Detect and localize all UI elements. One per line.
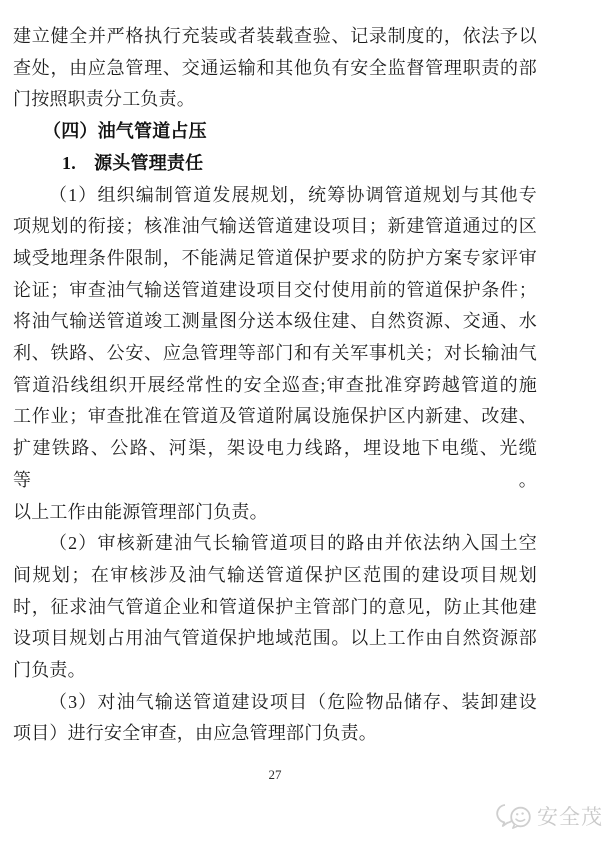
watermark bbox=[494, 802, 603, 832]
text-line: 利、铁路、公安、应急管理等部门和有关军事机关；对长输油气 bbox=[13, 343, 537, 364]
text-line: 间规划；在审核涉及油气输送管道保护区范围的建设项目规划 bbox=[13, 564, 537, 585]
speech-bubbles-smiley-icon bbox=[494, 802, 534, 832]
text-line: 工作业；审查批准在管道及管道附属设施保护区内新建、改建、 bbox=[13, 406, 537, 427]
text-line: 项规划的衔接；核准油气输送管道建设项目；新建管道通过的区 bbox=[13, 216, 537, 237]
text-line: 将油气输送管道竣工测量图分送本级住建、自然资源、交通、水 bbox=[13, 311, 537, 332]
subsection-heading-line: 1. 源头管理责任 bbox=[62, 152, 204, 173]
page-number: 27 bbox=[268, 767, 282, 782]
document-body bbox=[13, 21, 537, 750]
brand-name: 安全茂 bbox=[537, 805, 603, 829]
text-line: 管道沿线组织开展经常性的安全巡查;审查批准穿跨越管道的施 bbox=[13, 374, 537, 395]
text-line: 扩建铁路、公路、河渠，架设电力线路，埋设地下电缆、光缆等。 bbox=[13, 438, 537, 490]
section-heading-line: （四）油气管道占压 bbox=[43, 121, 207, 142]
text-line: （1）组织编制管道发展规划，统筹协调管道规划与其他专 bbox=[49, 184, 537, 205]
text-line: 设项目规划占用油气管道保护地域范围。以上工作由自然资源部 bbox=[13, 628, 537, 649]
text-line: 域受地理条件限制，不能满足管道保护要求的防护方案专家评审 bbox=[13, 247, 537, 268]
text-line: 以上工作由能源管理部门负责。 bbox=[13, 501, 268, 522]
text-line: 论证；审查油气输送管道建设项目交付使用前的管道保护条件； bbox=[13, 279, 537, 300]
text-line: 建立健全并严格执行充装或者装载查验、记录制度的，依法予以 bbox=[13, 26, 537, 46]
text-line: （2）审核新建油气长输管道项目的路由并依法纳入国土空 bbox=[49, 533, 537, 554]
text-line: 时，征求油气管道企业和管道保护主管部门的意见，防止其他建 bbox=[13, 596, 537, 617]
text-line: 门按照职责分工负责。 bbox=[13, 89, 195, 110]
text-line: 查处，由应急管理、交通运输和其他负有安全监督管理职责的部 bbox=[13, 57, 537, 78]
text-line: 项目）进行安全审查，由应急管理部门负责。 bbox=[13, 723, 377, 744]
text-line: 门负责。 bbox=[13, 660, 86, 681]
text-line: （3）对油气输送管道建设项目（危险物品储存、装卸建设 bbox=[49, 691, 537, 712]
